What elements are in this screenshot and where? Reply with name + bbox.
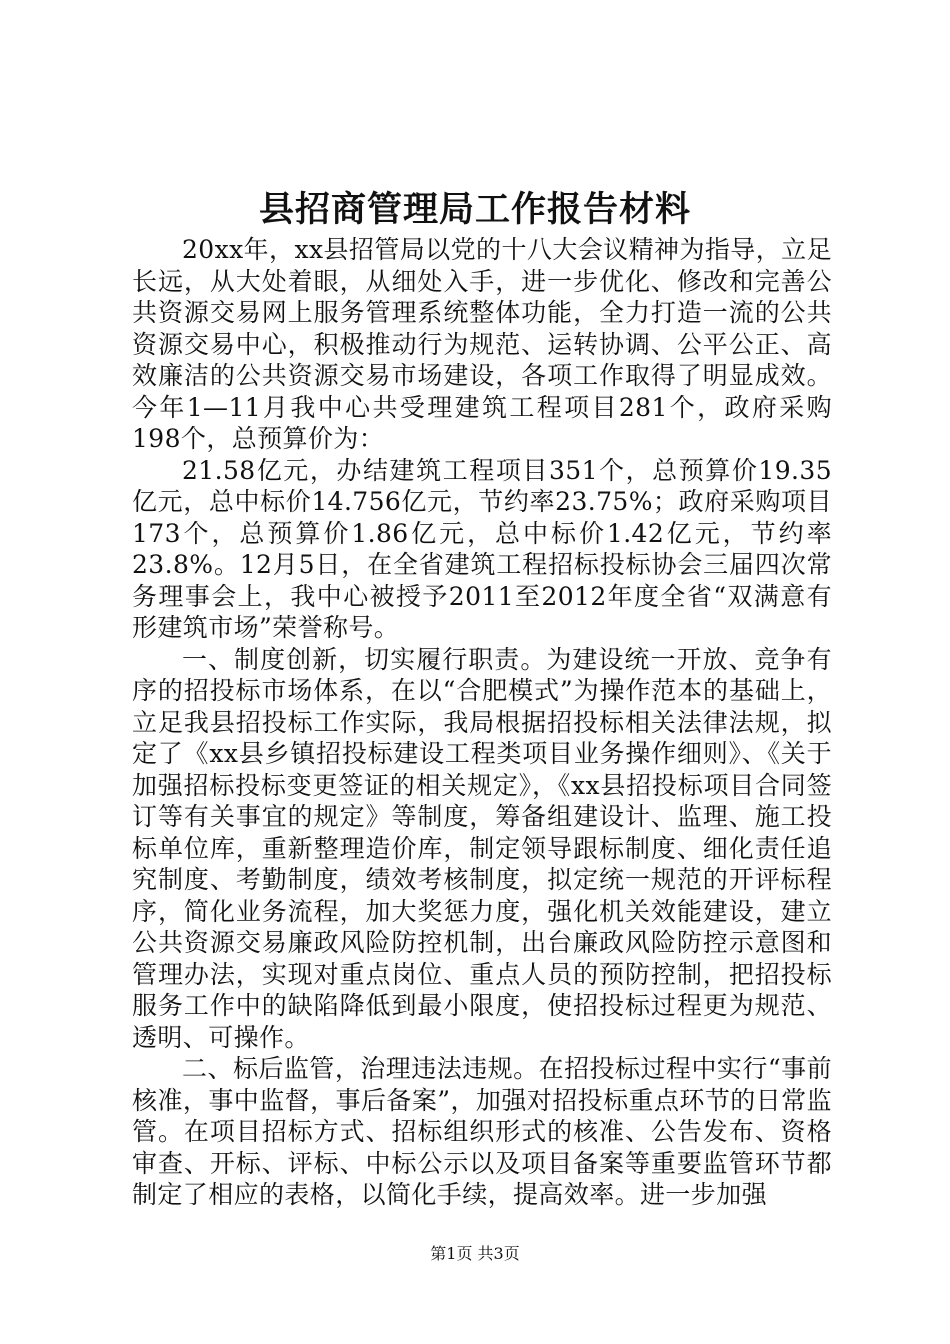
page-footer: 第1页 共3页: [430, 1244, 520, 1263]
document-body: [132, 234, 832, 1211]
paragraph-section-one: 一、制度创新，切实履行职责。为建设统一开放、竞争有序的招投标市场体系，在以“合肥模式”为操作范本的基础上，立足我县招投标工作实际，我局根据招投标相关法律法规，拟定了《xx县乡镇招投标建设工程类项目业务操作细则》、《关于加强招标投标变更签证的相关规定》，《xx县招投标项目合同签订等有关事宜的规定》等制度，筹备组建设计、监理、施工投标单位库，重新整理造价库，制定领导跟标制度、细化责任追究制度、考勤制度，绩效考核制度，拟定统一规范的开评标程序，简化业务流程，加大奖惩力度，强化机关效能建设，建立公共资源交易廉政风险防控机制，出台廉政风险防控示意图和管理办法，实现对重点岗位、重点人员的预防控制，把招投标服务工作中的缺陷降低到最小限度，使招投标过程更为规范、透明、可操作。: [132, 644, 832, 1052]
paragraph-section-two: 二、标后监管，治理违法违规。在招投标过程中实行“事前核准，事中监督，事后备案”，加强对招投标重点环节的日常监管。在项目招标方式、招标组织形式的核准、公告发布、资格审查、开标、评标、中标公示以及项目备案等重要监管环节都制定了相应的表格，以简化手续，提高效率。进一步加强: [132, 1054, 832, 1209]
document-title: 县招商管理局工作报告材料: [258, 189, 691, 230]
paragraph-statistics: 21.58亿元，办结建筑工程项目351个，总预算价19.35亿元，总中标价14.756亿元，节约率23.75%；政府采购项目173个，总预算价1.86亿元，总中标价1.42亿元，节约率23.8%。12月5日，在全省建筑工程招标投标协会三届四次常务理事会上，我中心被授予2011至2012年度全省“双满意有形建筑市场”荣誉称号。: [132, 455, 832, 642]
paragraph-intro: 20xx年，xx县招管局以党的十八大会议精神为指导，立足长远，从大处着眼，从细处入手，进一步优化、修改和完善公共资源交易网上服务管理系统整体功能，全力打造一流的公共资源交易中心，积极推动行为规范、运转协调、公平公正、高效廉洁的公共资源交易市场建设，各项工作取得了明显成效。今年1—11月我中心共受理建筑工程项目281个，政府采购198个，总预算价为：: [132, 235, 832, 453]
